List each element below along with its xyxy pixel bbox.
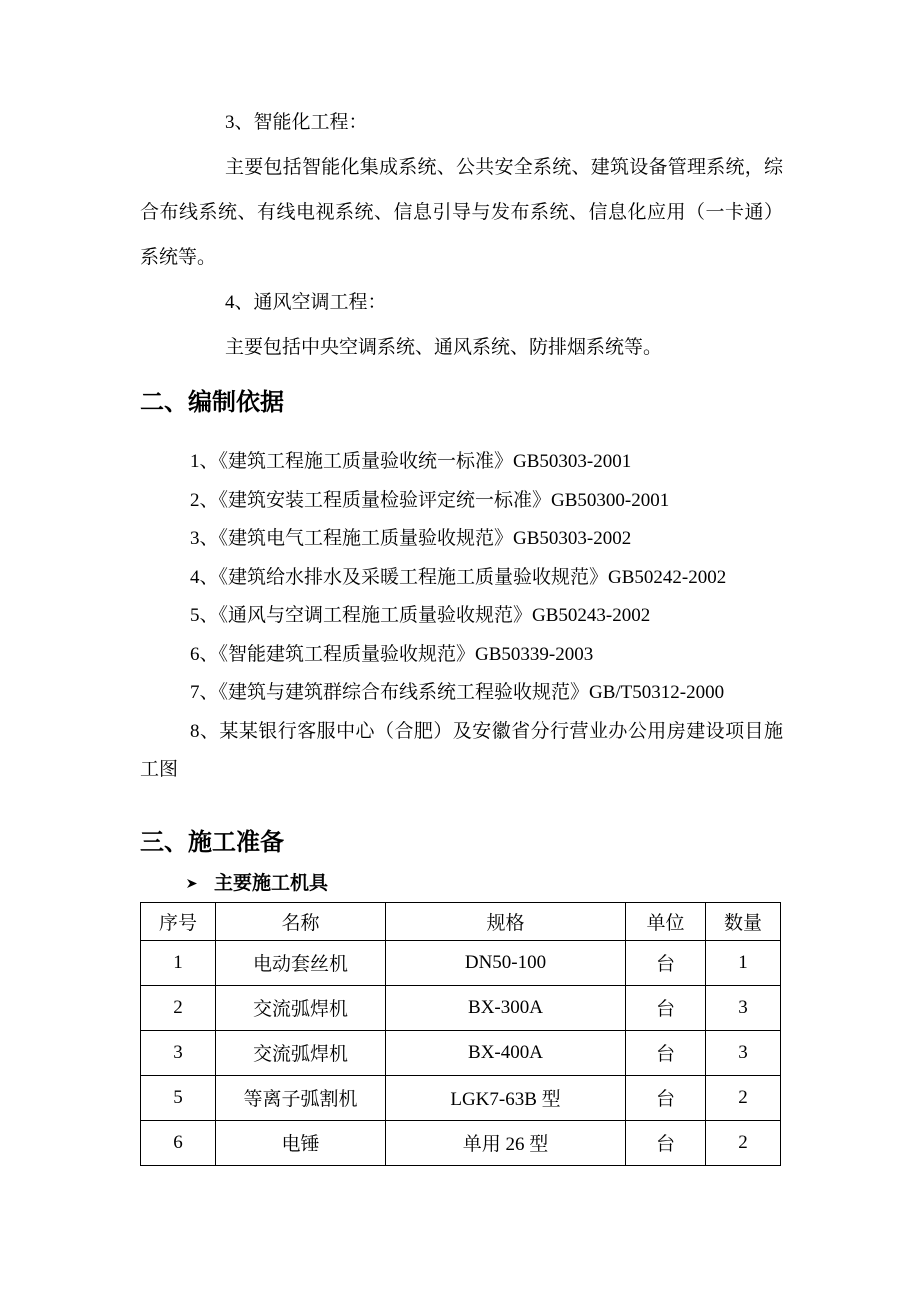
table-cell-spec: BX-300A	[386, 985, 626, 1030]
table-cell-spec: BX-400A	[386, 1030, 626, 1075]
table-header-unit: 单位	[626, 902, 706, 940]
table-cell-qty: 2	[706, 1120, 781, 1165]
reference-item-4: 4、《建筑给水排水及采暖工程施工质量验收规范》GB50242-2002	[190, 566, 727, 588]
table-cell-spec: LGK7-63B 型	[386, 1075, 626, 1120]
para-item4-title: 4、通风空调工程：	[225, 292, 387, 313]
subheading-label: 主要施工机具	[214, 872, 329, 894]
table-cell-index: 6	[141, 1120, 216, 1165]
reference-item-3: 3、《建筑电气工程施工质量验收规范》GB50303-2002	[190, 528, 632, 549]
table-row	[141, 985, 781, 1030]
table-header-spec: 规格	[386, 902, 626, 940]
table-header-index: 序号	[141, 902, 216, 940]
reference-item-8: 8、某某银行客服中心（合肥）及安徽省分行营业办公用房建设项目施工图	[140, 720, 783, 780]
table-row	[141, 1075, 781, 1120]
reference-item-7: 7、《建筑与建筑群综合布线系统工程验收规范》GB/T50312-2000	[190, 682, 725, 703]
table-cell-name: 交流弧焊机	[216, 1030, 386, 1075]
para-item3-body: 主要包括智能化集成系统、公共安全系统、建筑设备管理系统，综合布线系统、有线电视系统、信息引导与发布系统、信息化应用（一卡通）系统等。	[140, 157, 783, 268]
table-cell-qty: 1	[706, 940, 781, 985]
table-cell-name: 电锤	[216, 1120, 386, 1165]
section-heading-basis: 二、编制依据	[140, 389, 284, 416]
table-row	[141, 1120, 781, 1165]
table-cell-name: 等离子弧割机	[216, 1075, 386, 1120]
reference-item-6: 6、《智能建筑工程质量验收规范》GB50339-2003	[190, 643, 594, 665]
table-cell-spec: 单用 26 型	[386, 1120, 626, 1165]
equipment-table	[140, 902, 781, 1166]
table-cell-index: 1	[141, 940, 216, 985]
table-cell-index: 5	[141, 1075, 216, 1120]
section-heading-preparation: 三、施工准备	[140, 828, 284, 856]
subheading-main-tools	[185, 870, 783, 898]
table-header-name: 名称	[216, 902, 386, 940]
table-cell-qty: 3	[706, 1030, 781, 1075]
table-cell-unit: 台	[626, 1030, 706, 1075]
arrow-right-icon	[185, 876, 200, 891]
table-cell-unit: 台	[626, 1075, 706, 1120]
table-cell-name: 交流弧焊机	[216, 985, 386, 1030]
table-cell-name: 电动套丝机	[216, 940, 386, 985]
table-row	[141, 1030, 781, 1075]
table-header-qty: 数量	[706, 902, 781, 940]
table-cell-index: 3	[141, 1030, 216, 1075]
reference-item-5: 5、《通风与空调工程施工质量验收规范》GB50243-2002	[190, 605, 651, 626]
table-header-row	[141, 902, 781, 940]
table-cell-qty: 3	[706, 985, 781, 1030]
table-cell-unit: 台	[626, 985, 706, 1030]
table-cell-qty: 2	[706, 1075, 781, 1120]
reference-item-2: 2、《建筑安装工程质量检验评定统一标准》GB50300-2001	[190, 489, 670, 511]
table-cell-unit: 台	[626, 940, 706, 985]
para-item4-body: 主要包括中央空调系统、通风系统、防排烟系统等。	[225, 337, 663, 358]
table-cell-spec: DN50-100	[386, 940, 626, 985]
para-item3-title: 3、智能化工程：	[225, 112, 368, 133]
reference-item-1: 1、《建筑工程施工质量验收统一标准》GB50303-2001	[190, 451, 632, 472]
table-cell-unit: 台	[626, 1120, 706, 1165]
table-row	[141, 940, 781, 985]
table-cell-index: 2	[141, 985, 216, 1030]
